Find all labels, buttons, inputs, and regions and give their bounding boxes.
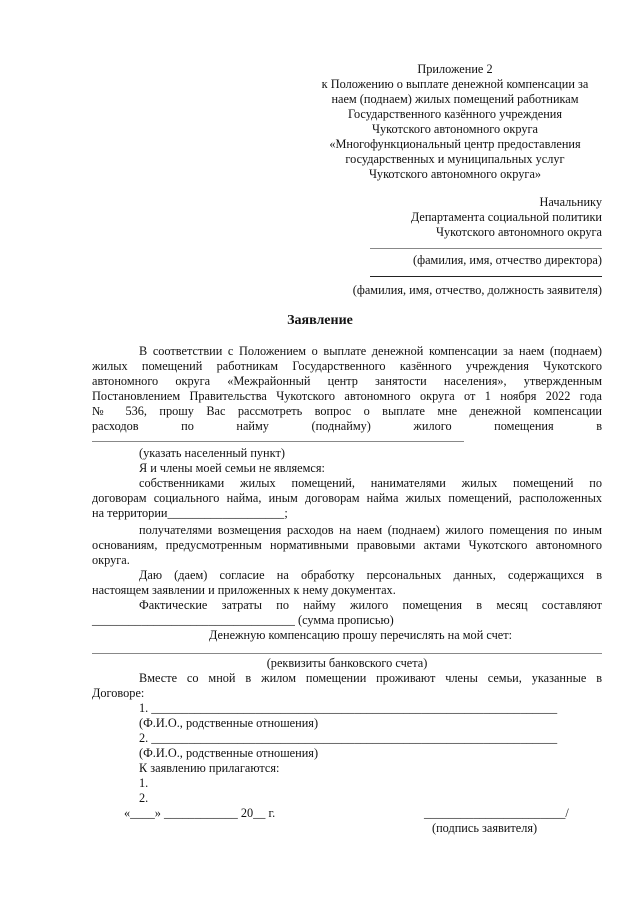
recipients-line-1: получателями возмещения расходов на наем (поднаем) жилого помещения по иным	[139, 523, 602, 537]
consent-line-1: Даю (даем) согласие на обработку персональных данных, содержащихся в	[139, 568, 602, 582]
appendix-line-4: Государственного казённого учреждения	[347, 107, 563, 121]
consent-line-2: настоящем заявлении и приложенных к нему документах.	[92, 583, 396, 597]
owners-line-2: договорам социального найма, иным договорам найма жилых помещений, расположенных	[92, 491, 602, 505]
appendix-line-2: к Положению о выплате денежной компенсации за	[321, 77, 589, 91]
member-2-line: 2. __________________________________________________________________	[139, 731, 558, 745]
settlement-caption: (указать населенный пункт)	[139, 446, 285, 460]
costs-line-1: Фактические затраты по найму жилого помещения в месяц составляют	[139, 598, 602, 612]
transfer-line: Денежную компенсацию прошу перечислять на мой счет:	[209, 628, 512, 642]
appendix-line-5: Чукотского автономного округа	[372, 122, 538, 136]
para1-line-2: жилых помещений работникам Государственного казённого учреждения Чукотского	[92, 359, 602, 373]
family-intro: Я и члены моей семьи не являемся:	[139, 461, 325, 475]
addressee-line-2: Департамента социальной политики	[410, 210, 602, 224]
bank-line	[92, 653, 602, 654]
settlement-line	[92, 441, 464, 442]
appendix-line-3: наем (поднаем) жилых помещений работникам	[331, 92, 579, 106]
addressee-line-1: Начальнику	[539, 195, 602, 209]
para1-line-5: № 536, прошу Вас рассмотреть вопрос о выплате мне денежной компенсации	[92, 404, 602, 418]
bank-caption: (реквизиты банковского счета)	[266, 656, 428, 670]
appendix-line-1: Приложение 2	[417, 62, 493, 76]
member-2-caption: (Ф.И.О., родственные отношения)	[139, 746, 319, 760]
date-field: «____» ____________ 20__ г.	[124, 806, 276, 820]
appendix-line-8: Чукотского автономного округа»	[368, 167, 542, 181]
director-name-line	[370, 248, 602, 249]
members-line-1: Вместе со мной в жилом помещении проживают члены семьи, указанные в	[139, 671, 602, 685]
para1-line-3: автономного округа «Межрайонный центр занятости населения», утвержденным	[92, 374, 602, 388]
signature-line: _______________________/	[424, 806, 569, 820]
member-1-line: 1. __________________________________________________________________	[139, 701, 558, 715]
appendix-line-6: «Многофункциональный центр предоставления	[329, 137, 581, 151]
addressee-line-3: Чукотского автономного округа	[436, 225, 602, 239]
members-line-2: Договоре:	[92, 686, 145, 700]
owners-line-1: собственниками жилых помещений, нанимателями жилых помещений по	[139, 476, 602, 490]
applicant-name-line	[370, 276, 602, 277]
applicant-caption: (фамилия, имя, отчество, должность заявителя)	[352, 283, 602, 297]
costs-line-2: _________________________________ (сумма прописью)	[92, 613, 394, 627]
appendix-line-7: государственных и муниципальных услуг	[345, 152, 565, 166]
para1-line-6: расходов по найму (поднайму) жилого помещения в	[92, 419, 602, 433]
recipients-line-3: округа.	[92, 553, 130, 567]
director-caption: (фамилия, имя, отчество директора)	[413, 253, 602, 267]
attachment-1: 1.	[139, 776, 149, 790]
member-1-caption: (Ф.И.О., родственные отношения)	[139, 716, 319, 730]
attachment-2: 2.	[139, 791, 149, 805]
para1-line-1: В соответствии с Положением о выплате денежной компенсации за наем (поднаем)	[139, 344, 602, 358]
attached-heading: К заявлению прилагаются:	[139, 761, 280, 775]
para1-line-4: Постановлением Правительства Чукотского автономного округа от 1 ноября 2022 года	[92, 389, 602, 403]
document-title: Заявление	[287, 313, 353, 328]
recipients-line-2: основаниям, предусмотренным нормативными правовыми актами Чукотского автономного	[92, 538, 602, 552]
owners-line-3: на территории___________________;	[92, 506, 288, 520]
signature-caption: (подпись заявителя)	[432, 821, 538, 835]
